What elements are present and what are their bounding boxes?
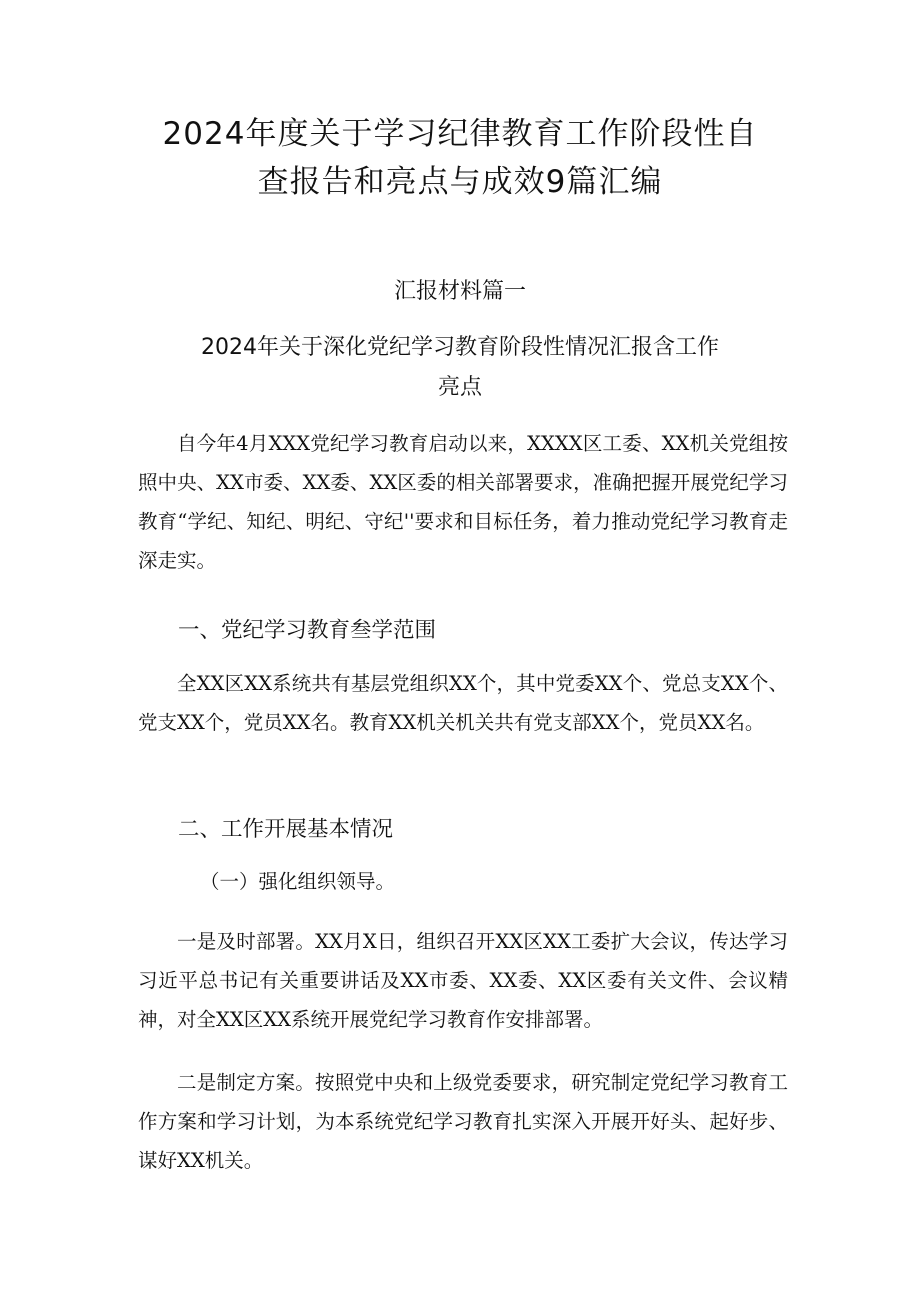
heading-scope: 一、党纪学习教育叁学范围: [178, 618, 437, 643]
document-title-line1: 2024年度关于学习纪律教育工作阶段性自: [162, 116, 758, 152]
point-plan: 二是制定方案。按照党中央和上级党委要求，研究制定党纪学习教育工作方案和学习计划，为本系统党纪学习教育扎实深入开展开好头、起好步、谋好XX机关。: [138, 1071, 788, 1172]
scope-paragraph: 全XX区XX系统共有基层党组织XX个，其中党委XX个、党总支XX个、党支XX个，党员XX名。教育XX机关机关共有党支部XX个，党员XX名。: [138, 672, 788, 734]
intro-paragraph: 自今年4月XXX党纪学习教育启动以来，XXXX区工委、XX机关党组按照中央、XX市委、XX委、XX区委的相关部署要求，准确把握开展党纪学习教育“学纪、知纪、明纪、守纪''要求和目标任务，着力推动党纪学习教育走深走实。: [138, 432, 788, 572]
document-title-line2: 查报告和亮点与成效9篇汇编: [257, 164, 663, 200]
heading-work-status: 二、工作开展基本情况: [178, 817, 394, 842]
subheading-organization: （一）强化组织领导。: [200, 870, 396, 893]
section-label: 汇报材料篇一: [393, 279, 526, 304]
point-deployment: 一是及时部署。XX月X日，组织召开XX区XX工委扩大会议，传达学习习近平总书记有关重要讲话及XX市委、XX委、XX区委有关文件、会议精神，对全XX区XX系统开展党纪学习教育作安排部署。: [138, 930, 788, 1031]
subtitle-line2: 亮点: [437, 375, 482, 400]
subtitle-line1: 2024年关于深化党纪学习教育阶段性情况汇报含工作: [201, 335, 719, 360]
